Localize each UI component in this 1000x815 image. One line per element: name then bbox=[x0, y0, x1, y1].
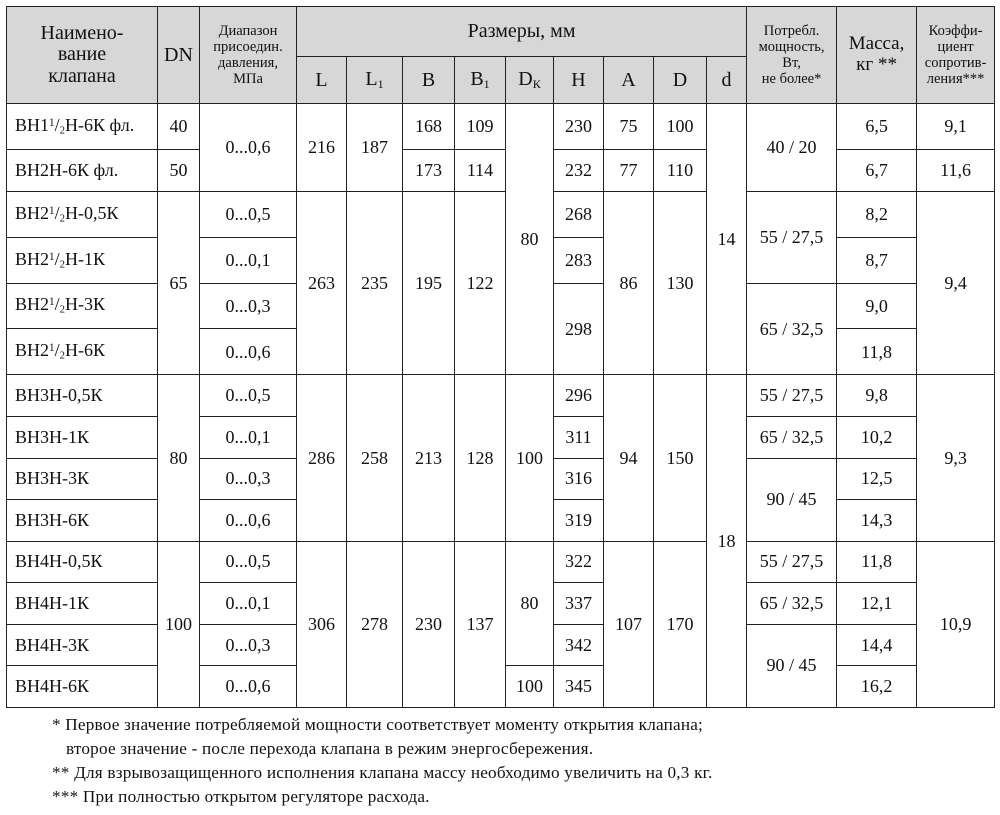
mass-cell: 12,1 bbox=[837, 583, 917, 625]
D-cell: 130 bbox=[654, 191, 707, 375]
H-cell: 298 bbox=[554, 283, 604, 375]
power-cell: 55 / 27,5 bbox=[747, 191, 837, 283]
H-cell: 345 bbox=[554, 666, 604, 708]
H-cell: 268 bbox=[554, 191, 604, 237]
power-cell: 55 / 27,5 bbox=[747, 541, 837, 583]
B-cell: 230 bbox=[403, 541, 455, 707]
header-Dk: $D_К$ bbox=[506, 57, 554, 104]
valve-name: $ВН2^1/_2Н-3К$ bbox=[7, 283, 158, 329]
valve-name: ВН4Н-1К bbox=[7, 583, 158, 625]
power-cell: 65 / 32,5 bbox=[747, 283, 837, 375]
pressure-cell: 0...0,6 bbox=[200, 500, 297, 542]
header-valve-name: Наимено- вание клапана bbox=[7, 7, 158, 104]
footnotes bbox=[52, 713, 982, 809]
H-cell: 319 bbox=[554, 500, 604, 542]
dn-cell: 65 bbox=[158, 191, 200, 375]
coef-cell: 9,1 bbox=[917, 104, 995, 150]
valve-name: $ВН2^1/_2Н-1К$ bbox=[7, 237, 158, 283]
B-cell: 168 bbox=[403, 104, 455, 150]
D-cell: 150 bbox=[654, 375, 707, 541]
mass-cell: 11,8 bbox=[837, 329, 917, 375]
footnote-coef: *** При полностью открытом регуляторе расхода. bbox=[52, 787, 430, 806]
mass-cell: 16,2 bbox=[837, 666, 917, 708]
table-row bbox=[7, 541, 995, 583]
valve-name: ВН3Н-1К bbox=[7, 417, 158, 459]
header-dn: DN bbox=[158, 7, 200, 104]
valve-name: ВН4Н-6К bbox=[7, 666, 158, 708]
Dk-cell: 100 bbox=[506, 375, 554, 541]
d-cell: 18 bbox=[707, 375, 747, 708]
power-cell: 90 / 45 bbox=[747, 624, 837, 707]
header-B1: $B_1$ bbox=[455, 57, 506, 104]
power-cell: 65 / 32,5 bbox=[747, 583, 837, 625]
D-cell: 110 bbox=[654, 149, 707, 191]
mass-cell: 10,2 bbox=[837, 417, 917, 459]
D-cell: 100 bbox=[654, 104, 707, 150]
B-cell: 173 bbox=[403, 149, 455, 191]
L-cell: 286 bbox=[297, 375, 347, 541]
A-cell: 94 bbox=[604, 375, 654, 541]
header-B: B bbox=[403, 57, 455, 104]
H-cell: 283 bbox=[554, 237, 604, 283]
table-header bbox=[7, 7, 995, 104]
L1-cell: 258 bbox=[347, 375, 403, 541]
B1-cell: 122 bbox=[455, 191, 506, 375]
Dk-cell: 80 bbox=[506, 541, 554, 666]
L1-cell: 235 bbox=[347, 191, 403, 375]
header-power: Потребл. мощность, Вт, не более* bbox=[747, 7, 837, 104]
pressure-cell: 0...0,3 bbox=[200, 458, 297, 500]
dn-cell: 40 bbox=[158, 104, 200, 150]
table-row bbox=[7, 149, 995, 191]
L-cell: 263 bbox=[297, 191, 347, 375]
valve-name: ВН3Н-0,5К bbox=[7, 375, 158, 417]
header-pressure-range: Диапазон присоедин. давления, МПа bbox=[200, 7, 297, 104]
footnote-mass: ** Для взрывозащищенного исполнения клапана массу необходимо увеличить на 0,3 кг. bbox=[52, 763, 713, 782]
pressure-cell: 0...0,5 bbox=[200, 375, 297, 417]
L1-cell: 278 bbox=[347, 541, 403, 707]
pressure-cell: 0...0,3 bbox=[200, 624, 297, 666]
A-cell: 86 bbox=[604, 191, 654, 375]
header-H: H bbox=[554, 57, 604, 104]
coef-cell: 9,4 bbox=[917, 191, 995, 375]
dn-cell: 80 bbox=[158, 375, 200, 541]
header-D: D bbox=[654, 57, 707, 104]
pressure-cell: 0...0,1 bbox=[200, 583, 297, 625]
valve-name: $ВН2^1/_2Н-6К$ bbox=[7, 329, 158, 375]
B1-cell: 128 bbox=[455, 375, 506, 541]
H-cell: 322 bbox=[554, 541, 604, 583]
pressure-cell: 0...0,5 bbox=[200, 191, 297, 237]
header-L1: $L_1$ bbox=[347, 57, 403, 104]
table-row bbox=[7, 104, 995, 150]
footnote-power: * Первое значение потребляемой мощности соответствует моменту открытия клапана; bbox=[52, 715, 704, 734]
header-resistance-coef: Коэффи- циент сопротив- ления*** bbox=[917, 7, 995, 104]
mass-cell: 6,5 bbox=[837, 104, 917, 150]
dn-cell: 50 bbox=[158, 149, 200, 191]
header-L: L bbox=[297, 57, 347, 104]
B1-cell: 114 bbox=[455, 149, 506, 191]
valve-name: ВН2Н-6К фл. bbox=[7, 149, 158, 191]
header-d: d bbox=[707, 57, 747, 104]
pressure-cell: 0...0,3 bbox=[200, 283, 297, 329]
pressure-cell: 0...0,1 bbox=[200, 417, 297, 459]
valve-name: ВН3Н-3К bbox=[7, 458, 158, 500]
D-cell: 170 bbox=[654, 541, 707, 707]
header-dimensions: Размеры, мм bbox=[297, 7, 747, 57]
L-cell: 216 bbox=[297, 104, 347, 192]
mass-cell: 8,2 bbox=[837, 191, 917, 237]
mass-cell: 8,7 bbox=[837, 237, 917, 283]
L-cell: 306 bbox=[297, 541, 347, 707]
table-row bbox=[7, 191, 995, 237]
A-cell: 77 bbox=[604, 149, 654, 191]
B1-cell: 109 bbox=[455, 104, 506, 150]
coef-cell: 10,9 bbox=[917, 541, 995, 707]
mass-cell: 6,7 bbox=[837, 149, 917, 191]
power-cell: 40 / 20 bbox=[747, 104, 837, 192]
H-cell: 296 bbox=[554, 375, 604, 417]
H-cell: 337 bbox=[554, 583, 604, 625]
mass-cell: 9,8 bbox=[837, 375, 917, 417]
A-cell: 75 bbox=[604, 104, 654, 150]
Dk-cell: 100 bbox=[506, 666, 554, 708]
mass-cell: 11,8 bbox=[837, 541, 917, 583]
header-A: A bbox=[604, 57, 654, 104]
coef-cell: 9,3 bbox=[917, 375, 995, 541]
power-cell: 65 / 32,5 bbox=[747, 417, 837, 459]
pressure-cell: 0...0,6 bbox=[200, 666, 297, 708]
pressure-cell: 0...0,5 bbox=[200, 541, 297, 583]
mass-cell: 14,4 bbox=[837, 624, 917, 666]
power-cell: 55 / 27,5 bbox=[747, 375, 837, 417]
pressure-cell: 0...0,1 bbox=[200, 237, 297, 283]
Dk-cell: 80 bbox=[506, 104, 554, 375]
valve-spec-table bbox=[6, 6, 995, 708]
valve-name: ВН4Н-0,5К bbox=[7, 541, 158, 583]
H-cell: 230 bbox=[554, 104, 604, 150]
mass-cell: 9,0 bbox=[837, 283, 917, 329]
footnote-power-continued: второе значение - после перехода клапана в режим энергосбережения. bbox=[66, 739, 594, 758]
coef-cell: 11,6 bbox=[917, 149, 995, 191]
valve-name: ВН4Н-3К bbox=[7, 624, 158, 666]
header-mass: Масса, кг ** bbox=[837, 7, 917, 104]
mass-cell: 14,3 bbox=[837, 500, 917, 542]
valve-name: $ВН1^1/_2Н-6К$ фл. bbox=[7, 104, 158, 150]
H-cell: 316 bbox=[554, 458, 604, 500]
valve-name: ВН3Н-6К bbox=[7, 500, 158, 542]
d-cell: 14 bbox=[707, 104, 747, 375]
table-row bbox=[7, 375, 995, 417]
B-cell: 195 bbox=[403, 191, 455, 375]
pressure-cell: 0...0,6 bbox=[200, 329, 297, 375]
mass-cell: 12,5 bbox=[837, 458, 917, 500]
A-cell: 107 bbox=[604, 541, 654, 707]
power-cell: 90 / 45 bbox=[747, 458, 837, 541]
L1-cell: 187 bbox=[347, 104, 403, 192]
dn-cell: 100 bbox=[158, 541, 200, 707]
H-cell: 342 bbox=[554, 624, 604, 666]
B1-cell: 137 bbox=[455, 541, 506, 707]
H-cell: 232 bbox=[554, 149, 604, 191]
valve-name: $ВН2^1/_2Н-0,5К$ bbox=[7, 191, 158, 237]
B-cell: 213 bbox=[403, 375, 455, 541]
pressure-cell: 0...0,6 bbox=[200, 104, 297, 192]
table-body bbox=[7, 104, 995, 708]
H-cell: 311 bbox=[554, 417, 604, 459]
